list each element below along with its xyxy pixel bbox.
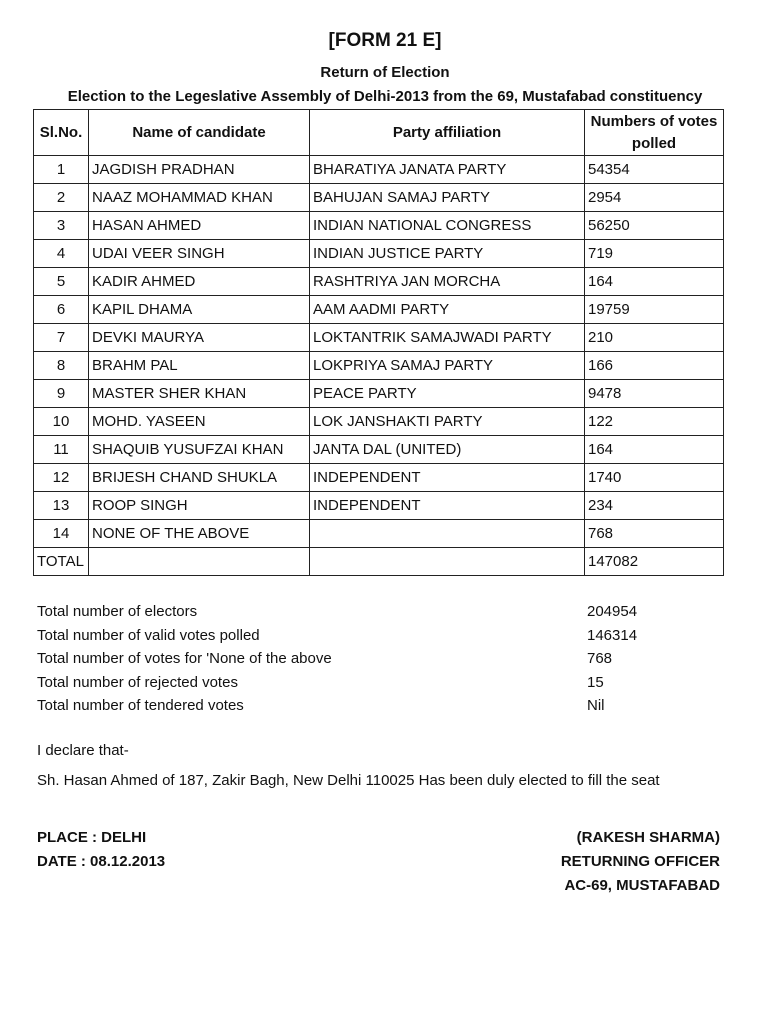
cell-sl-no: 2 [34, 184, 89, 212]
cell-candidate-name: BRAHM PAL [89, 352, 310, 380]
table-row [34, 464, 724, 492]
table-row [34, 184, 724, 212]
officer-constituency: AC-69, MUSTAFABAD [564, 877, 720, 894]
header-candidate-name: Name of candidate [89, 110, 310, 156]
cell-sl-no: 5 [34, 268, 89, 296]
cell-votes-polled: 164 [585, 268, 724, 296]
cell-votes-polled: 56250 [585, 212, 724, 240]
cell-party-affiliation: LOKTANTRIK SAMAJWADI PARTY [310, 324, 585, 352]
cell-candidate-name: MOHD. YASEEN [89, 408, 310, 436]
cell-candidate-name: HASAN AHMED [89, 212, 310, 240]
total-blank-party [310, 548, 585, 576]
stat-label: Total number of valid votes polled [37, 626, 260, 644]
cell-sl-no: 6 [34, 296, 89, 324]
stat-label: Total number of rejected votes [37, 673, 238, 691]
cell-candidate-name: BRIJESH CHAND SHUKLA [89, 464, 310, 492]
cell-party-affiliation: LOK JANSHAKTI PARTY [310, 408, 585, 436]
cell-party-affiliation: BHARATIYA JANATA PARTY [310, 156, 585, 184]
cell-candidate-name: ROOP SINGH [89, 492, 310, 520]
table-row [34, 408, 724, 436]
form-title: [FORM 21 E] [328, 30, 442, 51]
cell-party-affiliation: INDIAN JUSTICE PARTY [310, 240, 585, 268]
stat-value: 146314 [587, 626, 638, 644]
stat-label: Total number of electors [37, 603, 198, 620]
stat-label: Total number of tendered votes [37, 697, 244, 714]
stat-row [37, 671, 637, 695]
cell-party-affiliation: BAHUJAN SAMAJ PARTY [310, 184, 585, 212]
cell-candidate-name: NONE OF THE ABOVE [89, 520, 310, 548]
declaration-intro: I declare that- [37, 742, 129, 759]
cell-sl-no: 12 [34, 464, 89, 492]
cell-votes-polled: 166 [585, 352, 724, 380]
stat-row [37, 647, 637, 671]
place: PLACE : DELHI [37, 829, 147, 846]
cell-votes-polled: 234 [585, 492, 724, 520]
cell-votes-polled: 1740 [585, 464, 724, 492]
total-row [34, 548, 724, 576]
cell-candidate-name: KADIR AHMED [89, 268, 310, 296]
cell-candidate-name: JAGDISH PRADHAN [89, 156, 310, 184]
stat-label: Total number of votes for 'None of the above [37, 650, 332, 667]
table-row [34, 492, 724, 520]
table-row [34, 436, 724, 464]
cell-party-affiliation: RASHTRIYA JAN MORCHA [310, 268, 585, 296]
cell-votes-polled: 164 [585, 436, 724, 464]
stat-value: 15 [587, 673, 604, 691]
header-sl-no: Sl.No. [34, 110, 89, 156]
table-row [34, 268, 724, 296]
cell-party-affiliation [310, 520, 585, 548]
table-row [34, 296, 724, 324]
header-party-affiliation: Party affiliation [310, 110, 585, 156]
table-row [34, 212, 724, 240]
stat-row [37, 600, 637, 624]
stat-value: Nil [587, 697, 605, 714]
cell-sl-no: 7 [34, 324, 89, 352]
table-header-row [34, 110, 724, 156]
cell-party-affiliation: PEACE PARTY [310, 380, 585, 408]
table-row [34, 380, 724, 408]
header-votes-polled: Numbers of votes polled [585, 110, 724, 156]
place-date-block [37, 826, 165, 874]
cell-votes-polled: 210 [585, 324, 724, 352]
summary-stats [37, 600, 637, 718]
cell-votes-polled: 719 [585, 240, 724, 268]
total-label: TOTAL [34, 548, 89, 576]
stat-value: 768 [587, 650, 613, 667]
cell-sl-no: 9 [34, 380, 89, 408]
table-row [34, 324, 724, 352]
cell-sl-no: 3 [34, 212, 89, 240]
officer-name: (RAKESH SHARMA) [576, 829, 720, 846]
cell-party-affiliation: INDEPENDENT [310, 492, 585, 520]
cell-sl-no: 8 [34, 352, 89, 380]
table-row [34, 240, 724, 268]
table-row [34, 352, 724, 380]
cell-votes-polled: 54354 [585, 156, 724, 184]
officer-block [561, 826, 720, 898]
cell-sl-no: 14 [34, 520, 89, 548]
cell-candidate-name: NAAZ MOHAMMAD KHAN [89, 184, 310, 212]
cell-candidate-name: UDAI VEER SINGH [89, 240, 310, 268]
total-votes: 147082 [585, 548, 724, 576]
table-row [34, 520, 724, 548]
declaration-text: Sh. Hasan Ahmed of 187, Zakir Bagh, New Delhi 110025 Has been duly elected to fill the seat [37, 772, 660, 789]
cell-sl-no: 10 [34, 408, 89, 436]
cell-votes-polled: 768 [585, 520, 724, 548]
cell-candidate-name: SHAQUIB YUSUFZAI KHAN [89, 436, 310, 464]
cell-sl-no: 1 [34, 156, 89, 184]
officer-title: RETURNING OFFICER [560, 853, 720, 870]
cell-candidate-name: MASTER SHER KHAN [89, 380, 310, 408]
total-blank-name [89, 548, 310, 576]
stat-row [37, 624, 637, 648]
table-row [34, 156, 724, 184]
date: DATE : 08.12.2013 [37, 853, 166, 870]
cell-votes-polled: 2954 [585, 184, 724, 212]
form-heading: Election to the Legeslative Assembly of Delhi-2013 from the 69, Mustafabad constituency [67, 88, 703, 105]
results-table [33, 109, 724, 576]
stat-row [37, 694, 637, 718]
cell-sl-no: 13 [34, 492, 89, 520]
cell-party-affiliation: AAM AADMI PARTY [310, 296, 585, 324]
cell-sl-no: 4 [34, 240, 89, 268]
cell-party-affiliation: LOKPRIYA SAMAJ PARTY [310, 352, 585, 380]
cell-votes-polled: 19759 [585, 296, 724, 324]
cell-candidate-name: KAPIL DHAMA [89, 296, 310, 324]
cell-sl-no: 11 [34, 436, 89, 464]
form-subtitle: Return of Election [320, 64, 450, 81]
cell-party-affiliation: JANTA DAL (UNITED) [310, 436, 585, 464]
cell-candidate-name: DEVKI MAURYA [89, 324, 310, 352]
cell-votes-polled: 9478 [585, 380, 724, 408]
cell-party-affiliation: INDEPENDENT [310, 464, 585, 492]
cell-party-affiliation: INDIAN NATIONAL CONGRESS [310, 212, 585, 240]
stat-value: 204954 [587, 603, 638, 620]
cell-votes-polled: 122 [585, 408, 724, 436]
